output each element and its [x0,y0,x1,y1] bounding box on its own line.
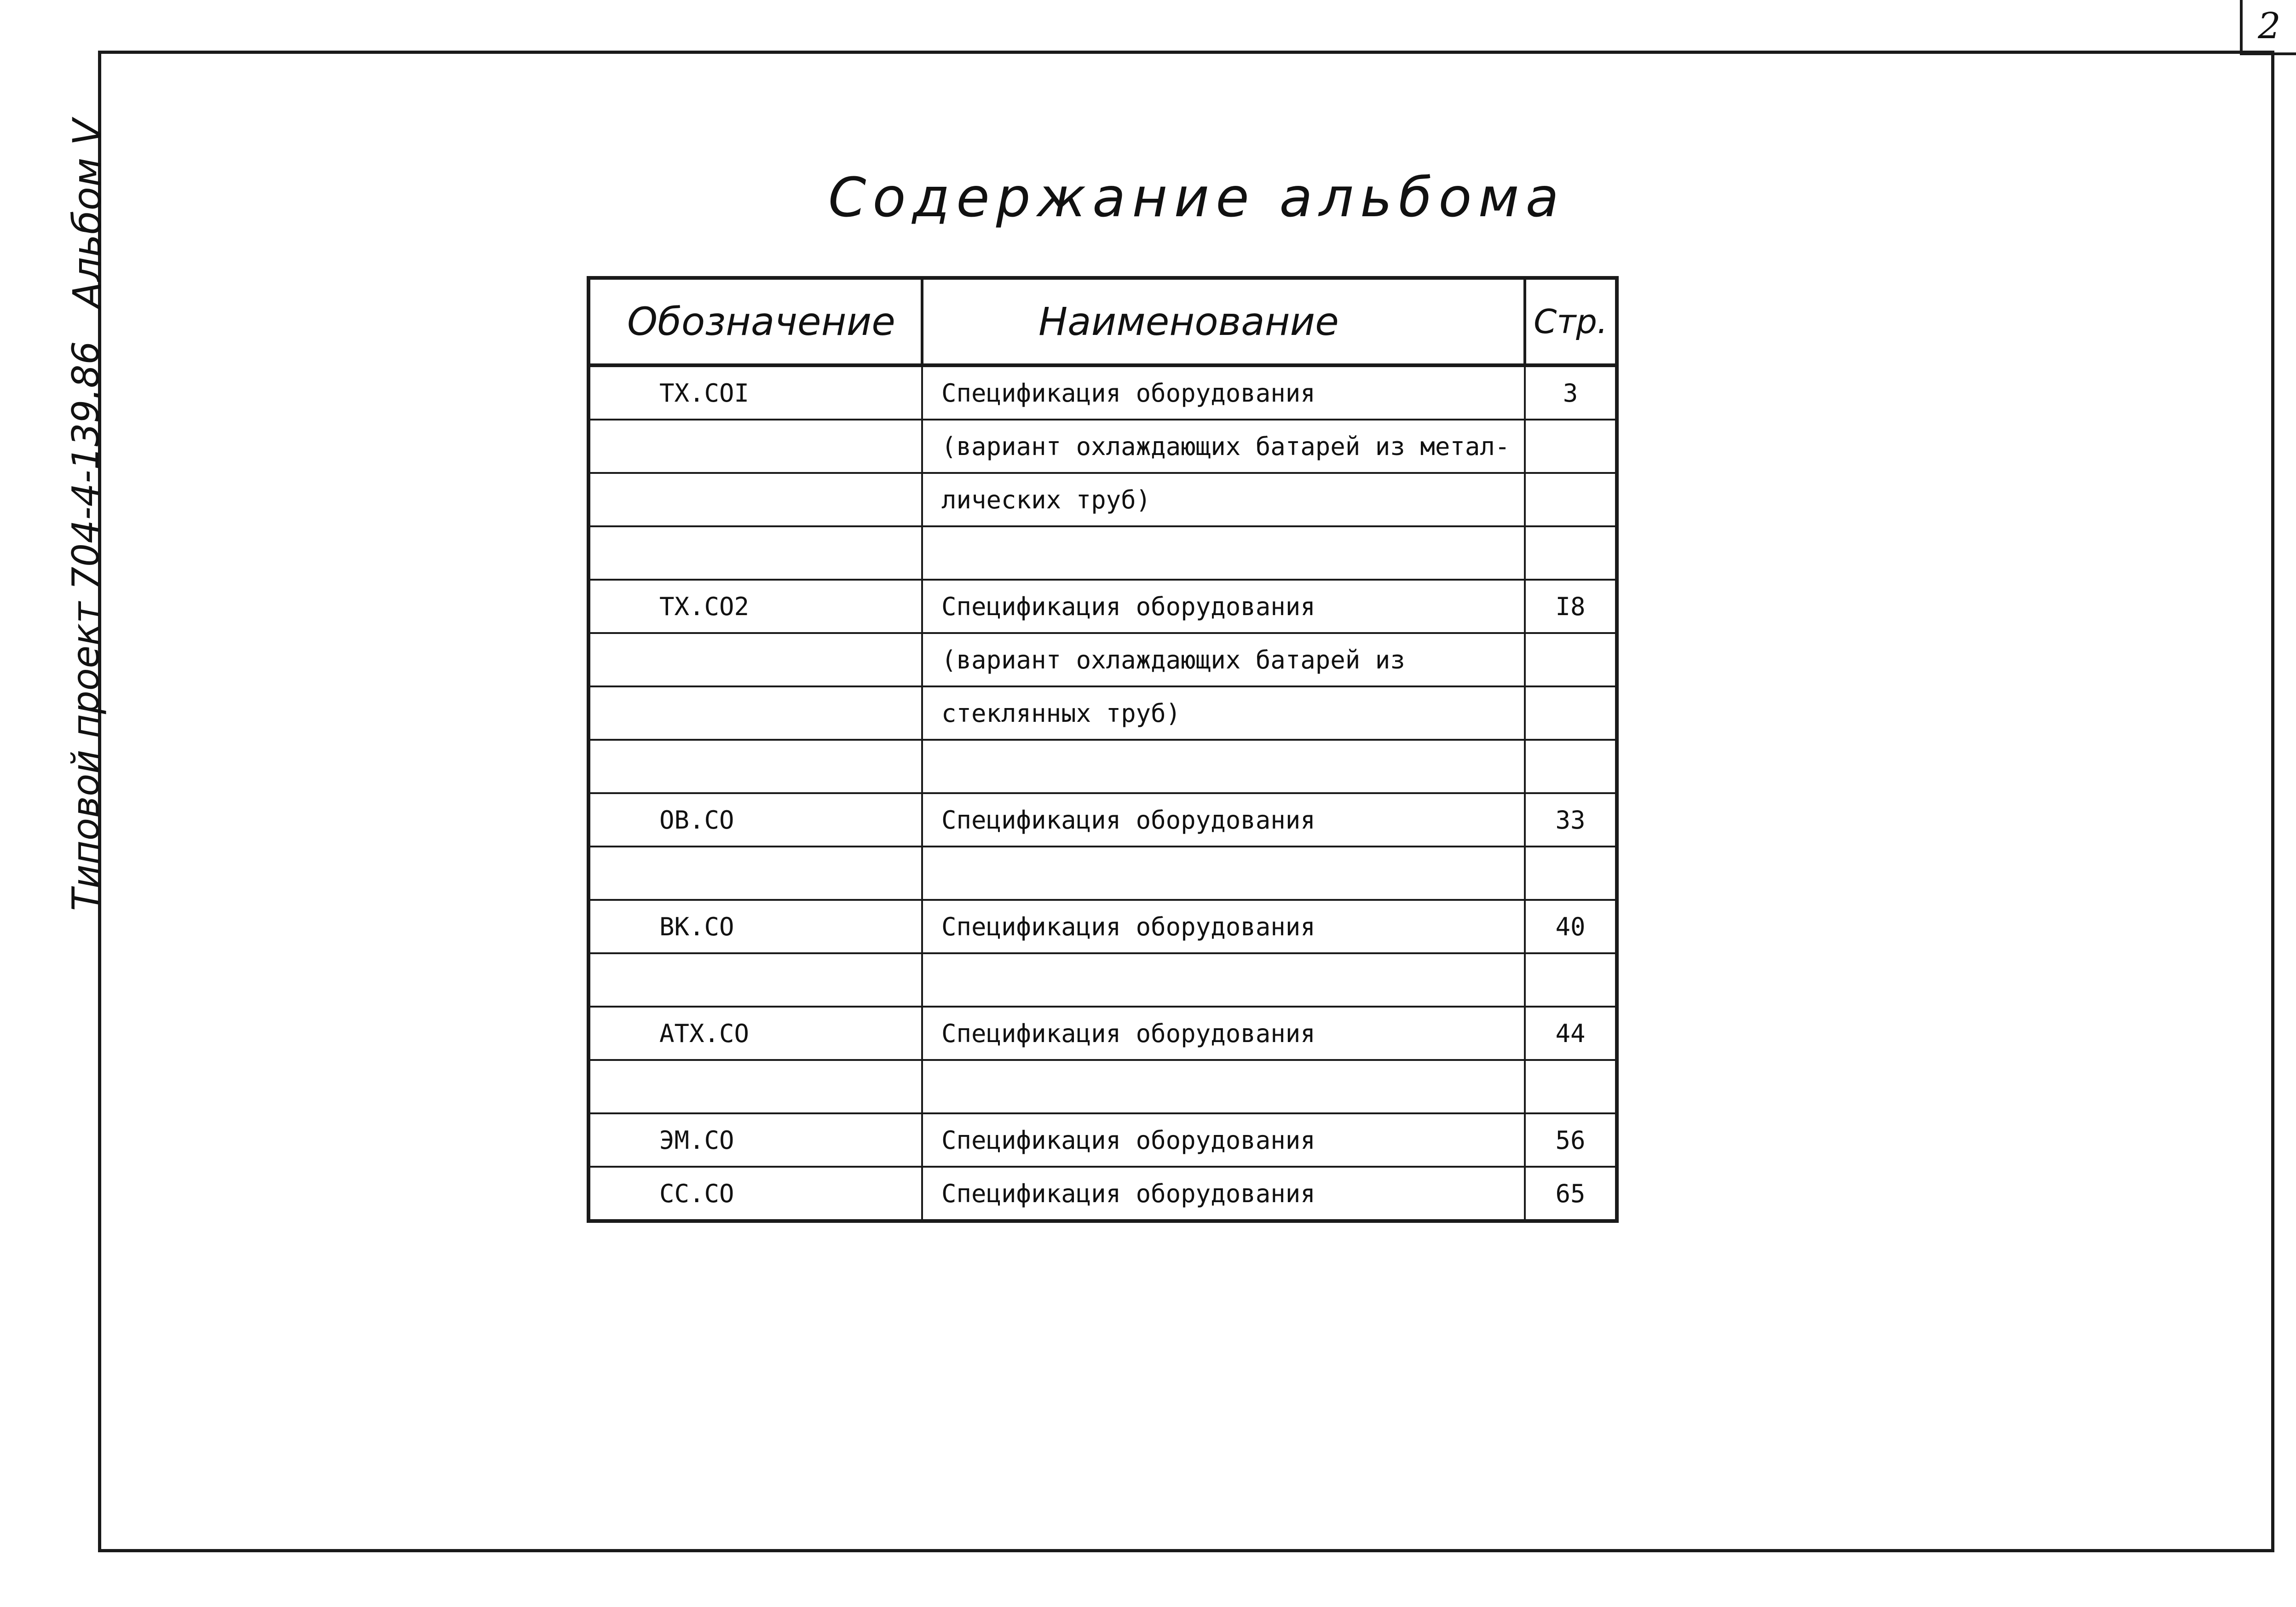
cell-name [922,847,1525,900]
cell-page [1525,847,1617,900]
cell-page [1525,473,1617,526]
cell-name: Спецификация оборудования [922,1113,1525,1167]
cell-name: Спецификация оборудования [922,580,1525,633]
cell-designation: СС.СО [588,1167,922,1221]
cell-designation [588,686,922,740]
table-row [588,526,1617,580]
table-row [588,473,1617,526]
page-title: Содержание альбома [828,166,1565,229]
cell-page [1525,953,1617,1007]
album-stamp: Альбом V [64,119,110,308]
cell-name: Спецификация оборудования [922,900,1525,953]
cell-page [1525,740,1617,793]
cell-name: лических труб) [922,473,1525,526]
cell-page [1525,633,1617,686]
cell-name: Спецификация оборудования [922,793,1525,847]
table-header-row [588,278,1617,365]
cell-page: 33 [1525,793,1617,847]
cell-designation: АТХ.СО [588,1007,922,1060]
cell-page: 40 [1525,900,1617,953]
cell-designation [588,1060,922,1113]
table-row [588,900,1617,953]
table-row [588,365,1617,420]
cell-designation [588,633,922,686]
cell-name: Спецификация оборудования [922,1007,1525,1060]
table-row [588,580,1617,633]
contents-table [587,276,1619,1223]
header-name: Наименование [922,278,1525,365]
table-row [588,420,1617,473]
table-row [588,1167,1617,1221]
table-row [588,793,1617,847]
cell-page: I8 [1525,580,1617,633]
cell-designation: ТХ.СОI [588,365,922,420]
cell-page [1525,1060,1617,1113]
cell-page: 44 [1525,1007,1617,1060]
cell-designation [588,473,922,526]
cell-name: (вариант охлаждающих батарей из [922,633,1525,686]
table-row [588,740,1617,793]
cell-page: 65 [1525,1167,1617,1221]
cell-designation [588,953,922,1007]
cell-page [1525,686,1617,740]
cell-name: стеклянных труб) [922,686,1525,740]
cell-name [922,526,1525,580]
project-stamp: Типовой проект 704-4-139.86 [64,341,107,911]
table-row [588,633,1617,686]
page-number: 2 [2240,0,2296,55]
header-page: Стр. [1525,278,1617,365]
table-row [588,1060,1617,1113]
cell-page [1525,420,1617,473]
cell-page: 56 [1525,1113,1617,1167]
cell-name [922,953,1525,1007]
cell-designation [588,526,922,580]
cell-designation: ТХ.СО2 [588,580,922,633]
cell-name [922,740,1525,793]
cell-designation [588,420,922,473]
cell-page [1525,526,1617,580]
cell-name [922,1060,1525,1113]
table-row [588,847,1617,900]
cell-name: Спецификация оборудования [922,365,1525,420]
cell-designation: ОВ.СО [588,793,922,847]
cell-designation: ЭМ.СО [588,1113,922,1167]
cell-designation: ВК.СО [588,900,922,953]
cell-name: (вариант охлаждающих батарей из метал- [922,420,1525,473]
cell-designation [588,847,922,900]
table-row [588,686,1617,740]
cell-name: Спецификация оборудования [922,1167,1525,1221]
header-designation: Обозначение [588,278,922,365]
table-row [588,953,1617,1007]
cell-page: 3 [1525,365,1617,420]
cell-designation [588,740,922,793]
table-row [588,1007,1617,1060]
table-row [588,1113,1617,1167]
